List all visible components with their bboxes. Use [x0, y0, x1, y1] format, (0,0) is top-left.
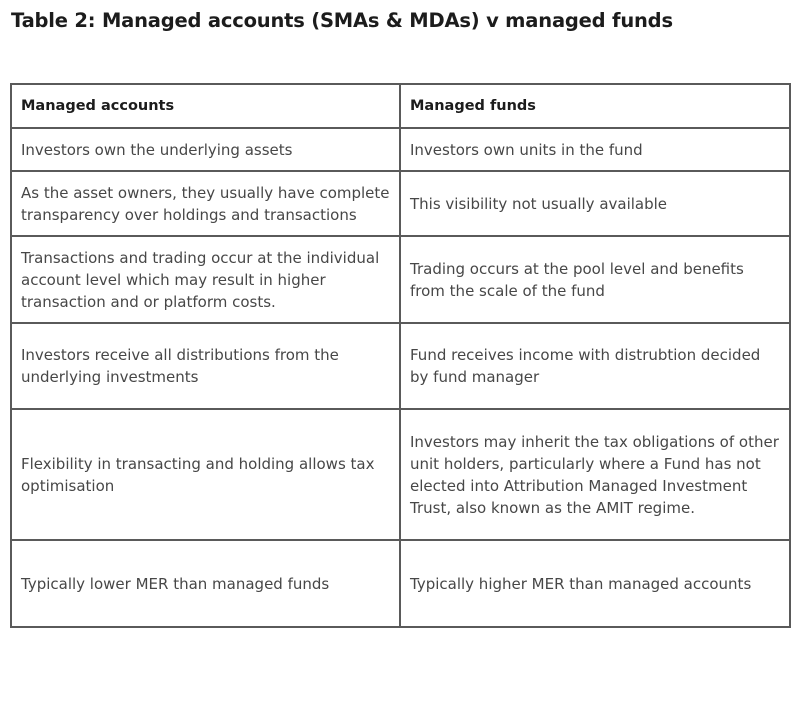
header-managed-funds: Managed funds [400, 84, 790, 128]
table-row [11, 540, 790, 627]
table-row [11, 323, 790, 409]
table-row [11, 409, 790, 540]
managed-funds-cell: Typically higher MER than managed accounts [400, 540, 790, 627]
managed-accounts-cell: Investors receive all distributions from the underlying investments [11, 323, 400, 409]
table-header-row [11, 84, 790, 128]
managed-accounts-cell: Transactions and trading occur at the individual account level which may result in higher transaction and or platform costs. [11, 236, 400, 323]
page-title: Table 2: Managed accounts (SMAs & MDAs) v managed funds [11, 9, 673, 32]
managed-accounts-cell: Flexibility in transacting and holding allows tax optimisation [11, 409, 400, 540]
managed-funds-cell: Fund receives income with distrubtion decided by fund manager [400, 323, 790, 409]
table-row [11, 171, 790, 236]
managed-accounts-cell: As the asset owners, they usually have complete transparency over holdings and transactions [11, 171, 400, 236]
managed-funds-cell: Investors may inherit the tax obligations of other unit holders, particularly where a Fund has not elected into Attribution Managed Investment Trust, also known as the AMIT regime. [400, 409, 790, 540]
managed-funds-cell: Investors own units in the fund [400, 128, 790, 171]
table-row [11, 236, 790, 323]
managed-funds-cell: Trading occurs at the pool level and benefits from the scale of the fund [400, 236, 790, 323]
header-managed-accounts: Managed accounts [11, 84, 400, 128]
managed-accounts-cell: Investors own the underlying assets [11, 128, 400, 171]
comparison-table [10, 83, 791, 628]
managed-accounts-cell: Typically lower MER than managed funds [11, 540, 400, 627]
managed-funds-cell: This visibility not usually available [400, 171, 790, 236]
table-row [11, 128, 790, 171]
